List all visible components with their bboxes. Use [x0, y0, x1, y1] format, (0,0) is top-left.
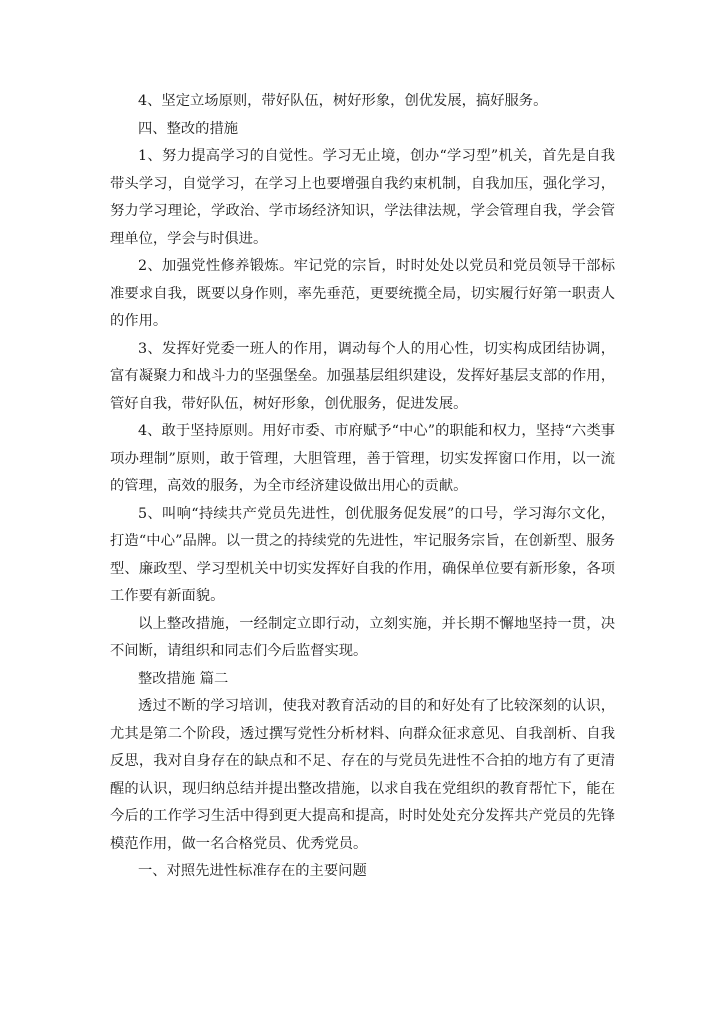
paragraph-measure-5: 5、叫响“持续共产党员先进性，创优服务促发展”的口号，学习海尔文化，打造“中心”品牌。以一贯之的持续党的先进性，牢记服务宗旨，在创新型、服务型、廉政型、学习型机关中切实发挥好自我的作用，确保单位要有新形象，各项工作要有新面貌。 [110, 505, 615, 604]
paragraph-intro-part-two: 透过不断的学习培训，使我对教育活动的目的和好处有了比较深刻的认识，尤其是第二个阶段，透过撰写党性分析材料、向群众征求意见、自我剖析、自我反思，我对自身存在的缺点和不足、存在的与党员先进性不合拍的地方有了更清醒的认识，现归纳总结并提出整改措施，以求自我在党组织的教育帮忙下，能在今后的工作学习生活中得到更大提高和提高，时时处处充分发挥共产党员的先锋模范作用，做一名合格党员、优秀党员。 [110, 698, 615, 852]
paragraph-measure-2: 2、加强党性修养锻炼。牢记党的宗旨，时时处处以党员和党员领导干部标准要求自我，既要以身作则，率先垂范，更要统揽全局，切实履行好第一职责人的作用。 [110, 258, 615, 329]
paragraph-measure-4: 4、敢于坚持原则。用好市委、市府赋予“中心”的职能和权力，坚持“六类事项办理制”原则，敢于管理，大胆管理，善于管理，切实发挥窗口作用，以一流的管理，高效的服务，为全市经济建设做出用心的贡献。 [110, 423, 615, 494]
document-body [110, 88, 615, 886]
section-heading-rectification-measures: 四、整改的措施 [138, 120, 239, 137]
article-subtitle: 整改措施 篇二 [138, 670, 229, 687]
paragraph-closing: 以上整改措施，一经制定立即行动，立刻实施，并长期不懈地坚持一贯，决不间断，请组织和同志们今后监督实现。 [110, 615, 615, 659]
paragraph-item-4-stance: 4、坚定立场原则，带好队伍，树好形象，创优发展，搞好服务。 [138, 93, 548, 109]
paragraph-measure-1: 1、努力提高学习的自觉性。学习无止境，创办“学习型”机关，首先是自我带头学习，自觉学习，在学习上也要增强自我约束机制，自我加压，强化学习，努力学习理论，学政治、学市场经济知识，学法律法规，学会管理自我，学会管理单位，学会与时俱进。 [110, 148, 615, 247]
paragraph-measure-3: 3、发挥好党委一班人的作用，调动每个人的用心性，切实构成团结协调，富有凝聚力和战斗力的坚强堡垒。加强基层组织建设，发挥好基层支部的作用，管好自我，带好队伍，树好形象，创优服务，促进发展。 [110, 340, 615, 412]
section-heading-main-problems: 一、对照先进性标准存在的主要问题 [138, 863, 367, 879]
